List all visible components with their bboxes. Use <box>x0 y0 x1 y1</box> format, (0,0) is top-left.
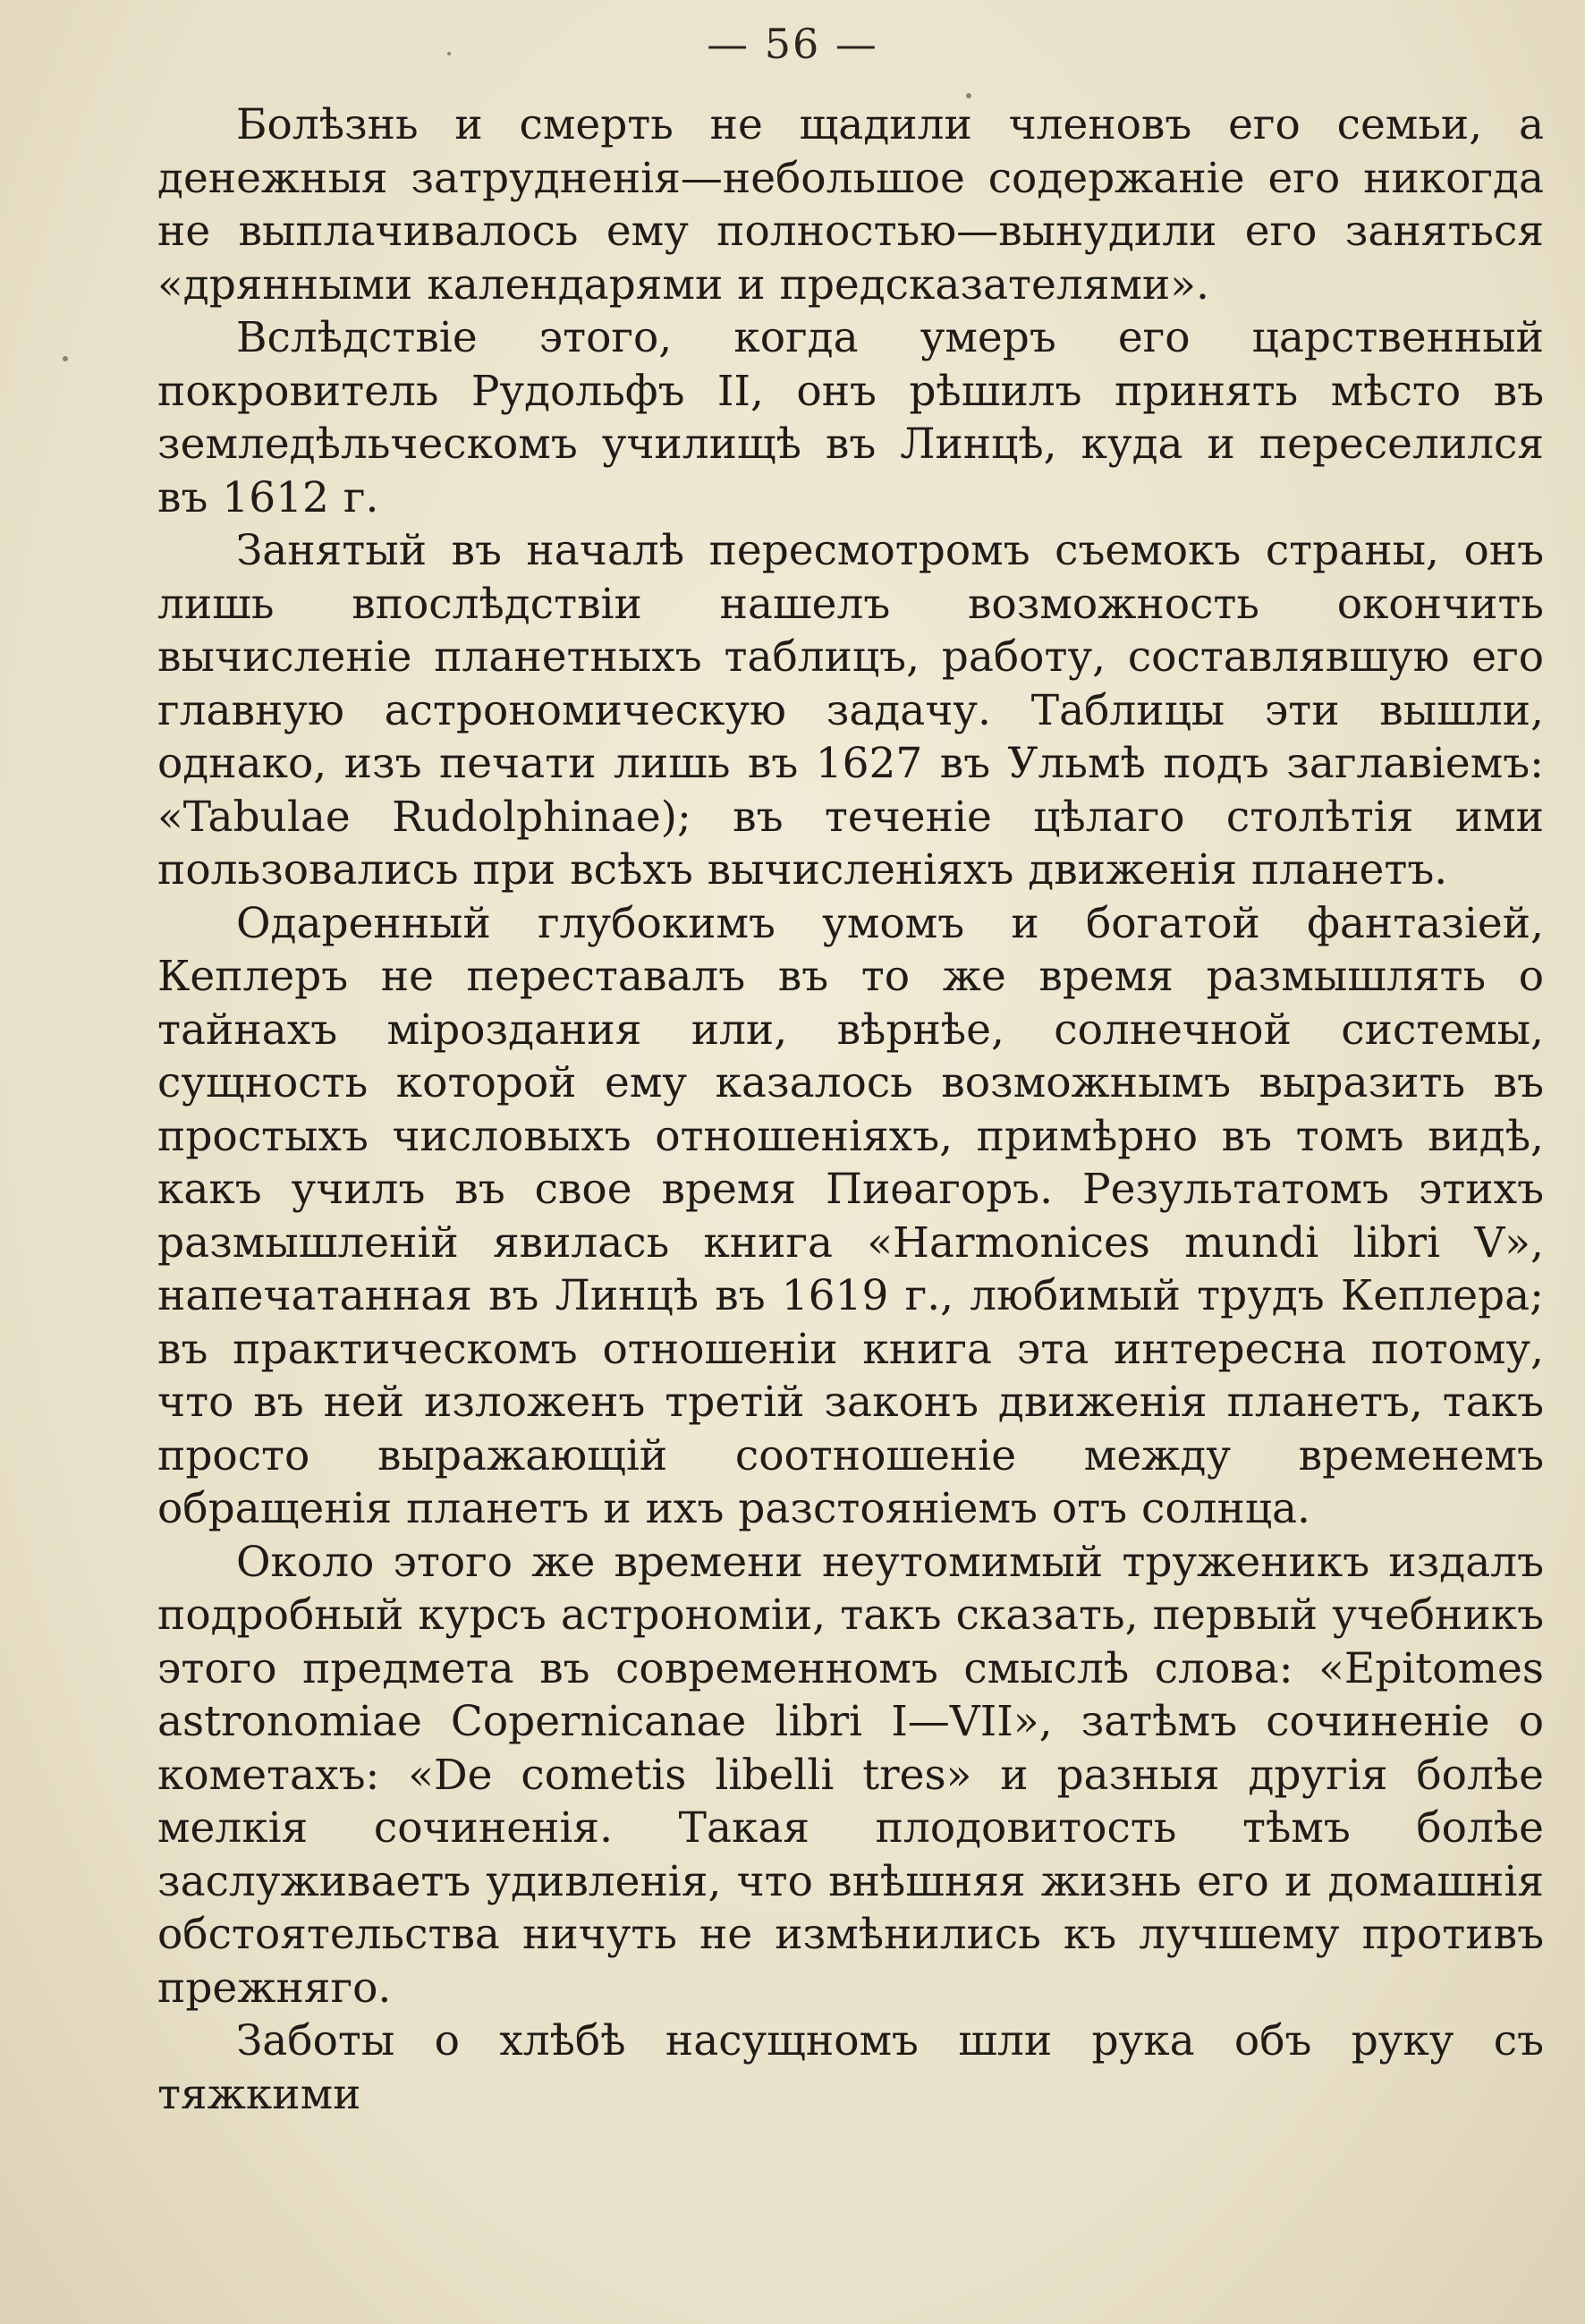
print-speck <box>447 52 451 55</box>
paragraph-1: Болѣзнь и смерть не щадили членовъ его семьи, а денежныя затрудненія—небольшое содержаніе его никогда не выплачивалось ему полностью—вынудили его заняться «дрянными календарями и предсказателями». <box>157 100 1544 310</box>
print-speck <box>63 356 68 361</box>
paragraph-5: Около этого же времени неутомимый труженикъ издалъ подробный курсъ астрономіи, такъ сказать, первый учебникъ этого предмета въ современномъ смыслѣ слова: «Epitomes astronomiae Copernicanae libri I—VII», затѣмъ сочиненіе о кометахъ: «De cometis libelli tres» и разныя другія болѣе мелкія сочиненія. Такая плодовитость тѣмъ болѣе заслуживаетъ удивленія, что внѣшняя жизнь его и домашнія обстоятельства ничуть не измѣнились къ лучшему противъ прежняго. <box>157 1537 1544 2013</box>
page-number: — 56 — <box>707 20 878 68</box>
paragraph-3: Занятый въ началѣ пересмотромъ съемокъ страны, онъ лишь впослѣдствіи нашелъ возможность окончить вычисленіе планетныхъ таблицъ, работу, составлявшую его главную астрономическую задачу. Таблицы эти вышли, однако, изъ печати лишь въ 1627 въ Ульмѣ подъ заглавіемъ: «Tabulae Rudolphinae); въ теченіе цѣлаго столѣтія ими пользовались при всѣхъ вычисленіяхъ движенія планетъ. <box>157 526 1544 895</box>
paragraph-2: Вслѣдствіе этого, когда умеръ его царственный покровитель Рудольфъ II, онъ рѣшилъ принять мѣсто въ земледѣльческомъ училищѣ въ Линцѣ, куда и переселился въ 1612 г. <box>157 313 1544 522</box>
paragraph-4: Одаренный глубокимъ умомъ и богатой фантазіей, Кеплеръ не переставалъ въ то же время размышлять о тайнахъ міроздания или, вѣрнѣе, солнечной системы, сущность которой ему казалось возможнымъ выразить въ простыхъ числовыхъ отношеніяхъ, примѣрно въ томъ видѣ, какъ училъ въ свое время Пиѳагоръ. Результатомъ этихъ размышленій явилась книга «Harmonices mundi libri V», напечатанная въ Линцѣ въ 1619 г., любимый трудъ Кеплера; въ практическомъ отношеніи книга эта интересна потому, что въ ней изложенъ третій законъ движенія планетъ, такъ просто выражающій соотношеніе между временемъ обращенія планетъ и ихъ разстояніемъ отъ солнца. <box>157 898 1544 1533</box>
body-text <box>157 98 1544 2121</box>
paragraph-6: Заботы о хлѣбѣ насущномъ шли рука объ руку съ тяжкими <box>157 2016 1544 2119</box>
print-speck <box>966 93 971 98</box>
